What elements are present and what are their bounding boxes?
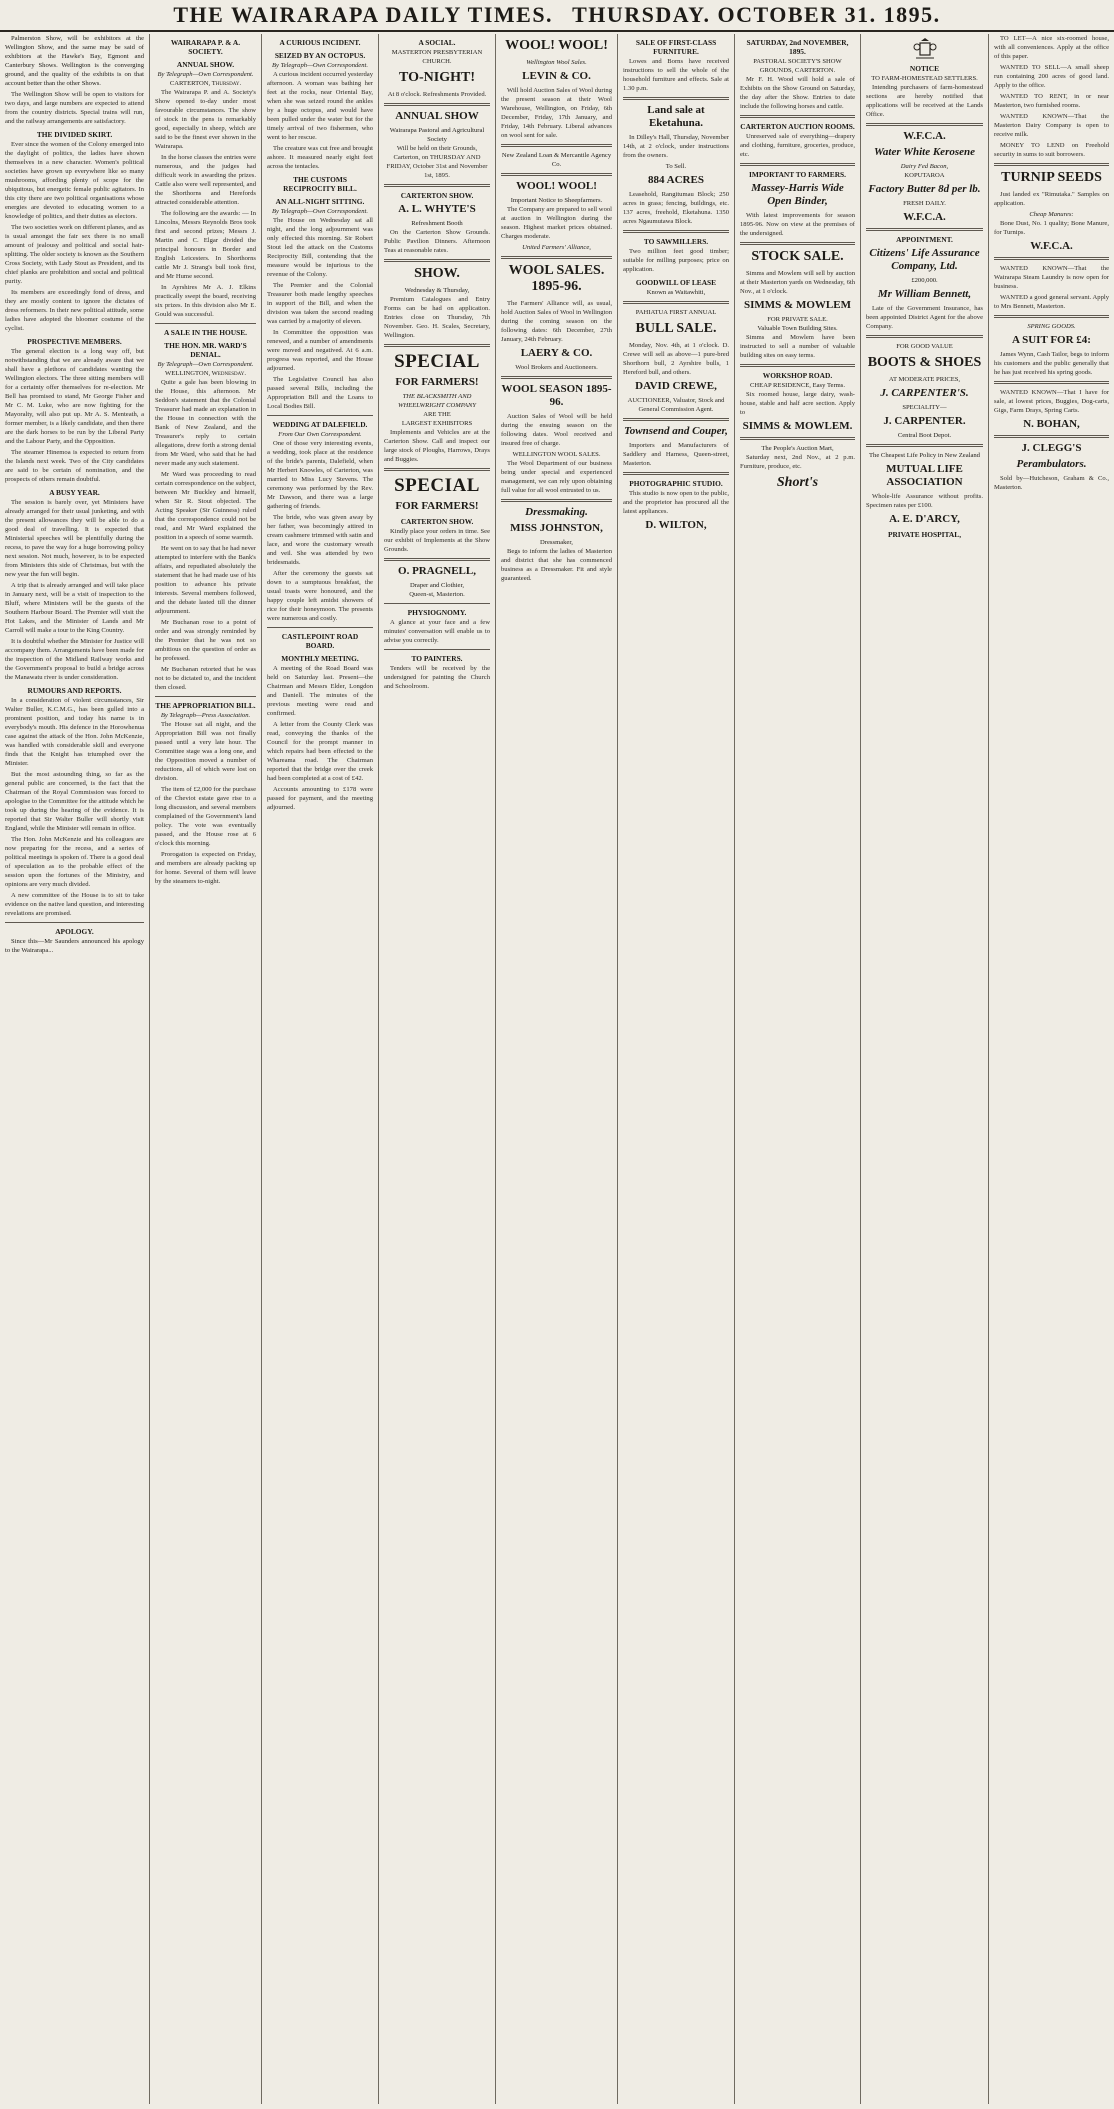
ad-darcy: A. E. D'ARCY,: [889, 513, 960, 525]
ad-blacksmith: THE BLACKSMITH AND WHEELWRIGHT COMPANY: [397, 393, 477, 409]
column-1: Palmerston Show, will be exhibitors at the Wellington Show, and the same may be said of exhibitors at the Hawke's Bay, Egmont and Canterbury Shows. Wellington is the converging ground, and the quality of the exhibits is on that account better than the other Shows. The Wellington Show will be open to visitors for two days, and large numbers are expected to attend from the country districts. Special trains will run, and the railway arrangements are satisfactory. THE DIVIDED SKIRT. Ever since the women of the Colony emerged into the daylight of politics, the ladies have shown themselves in a new character. Women's political societies have grown up everywhere like so many mushrooms, affording plenty of scope for the ubiquitous, but energetic female public agitators. In this city there are two political organisations whose energies are devoted to educating women to a knowledge of politics, and their duties as electors. The two societies work on different planes, and as is usual amongst the fair sex there is no small amount of jealousy and political and social hair-splitting. The older society is known as the Southern Cross Society, with Lady Stout as President, and its chief planks are prohibition and social and political purity. Its members are exceedingly fond of dress, and they are mostly content to ignore the dictates of dress reformers. In their new political attitude, some ladies have adopted the bloomer costume of the cyclist. PROSPECTIVE MEMBERS. The general election is a long way off, but notwithstanding that we are already aware that we shall have a plethora of candidates wanting the Wellington electors. The three sitting members will for a certainty offer themselves for re-election. Mr Bell has promised to stand, Mr George Fisher and Mr C. M. Luke, who are now fighting for the Mayoralty, will also put up. Mr A. S. Menteath, a former member, is a likely candidate, and then there are the dark horses to be run by the Liberal Party and the Labour Party, and the Opposition. The steamer Hinemoa is expected to return from the Islands next week. Two of the City candidates are said to be certain of nomination, and the prospects of others remain doubtful. A BUSY YEAR. The session is barely over, yet Ministers have already arranged for their usual junketing, and with the present allowances they will be able to do a good deal of travelling. It is expected that Ministerial speeches will be plentifully during the recess, to pave the way for a huge borrowing policy next session. Not much, however, is to be expected from Ministers this side of Christmas, but with the new year the fun will begin. A trip that is already arranged and will take place in January next, will be a visit of inspection to the Bluff, where Ministers will be the guests of the Southern Harbour Board. The Premier will visit the Hot Lakes, and the Minister of Lands and Mr Carroll will make a tour to the King Country. It is doubtful whether the Minister for Justice will accompany them. Arrangements have been made for the inspection of the Midland Railway works and the Government's proposal to build a bridge across the Manawatu river is under consideration. RUMOURS AND REPORTS. In a consideration of violent circumstances, Sir Walter Buller, K.C.M.G., has been gulled into a prominent position, and today his name is in everybody's mouth. His defence in the Horowhenua case against the attack of the Hon. John McKenzie, was handled with considerable skill and everyone finds that the Knight has triumphed over the Minister. But the most astounding thing, so far as the general public are concerned, is the fact that the Chairman of the Royal Commission was forced to apologise to the Committee for the attitude which he took up during the hearing of the evidence. It is reported that Sir Walter Buller will shortly visit England, while the Minister will remain in office. The Hon. John McKenzie and his colleagues are now preparing for the recess, and a series of political meetings is spoken of. There is a good deal of speculation as to the probable effect of the session upon the fortunes of the Ministry, and opinions are very much divided. A new committee of the House is to sit to take evidence on the native land question, and interesting revelations are promised. APOLOGY. Since this—Mr Saunders announced his apology to the Wairarapa...: [0, 34, 150, 2104]
heading-divided-skirt: THE DIVIDED SKIRT.: [36, 130, 113, 139]
ad-kerosene: Water White Kerosene: [873, 146, 976, 158]
heading-ward-denial: THE HON. MR. WARD'S DENIAL.: [164, 341, 247, 359]
heading-annual-show: ANNUAL SHOW.: [176, 60, 235, 69]
ad-goodwill: GOODWILL OF LEASE: [635, 278, 717, 287]
ad-workshop-road: WORKSHOP ROAD.: [762, 371, 833, 380]
ad-david-crewe: DAVID CREWE,: [635, 380, 717, 392]
ad-pastoral: PASTORAL SOCIETY'S SHOW GROUNDS, CARTERTON.: [753, 58, 842, 74]
ad-wool: WOOL! WOOL!: [505, 38, 608, 53]
ad-capital: £200,000.: [911, 277, 938, 284]
column-6: SALE OF FIRST-CLASS FURNITURE. Lowes and Borns have received instructions to sell the whole of the household furniture and effects. Sale at 1.30 p.m. Land sale at Eketahuna. In Dilley's Hall, Thursday, November 14th, at 2 o'clock, under instructions from the owners. To Sell. 884 ACRES Leasehold, Rangitumau Block; 250 acres in grass; fencing, buildings, etc. 137 acres, freehold, Eketahuna. 1350 acres Ngaumutawa Block. TO SAWMILLERS. Two million feet good timber; suitable for milling purposes; price on application. GOODWILL OF LEASE Known as Waitawhiti, PAHIATUA FIRST ANNUAL BULL SALE. Monday, Nov. 4th, at 1 o'clock. D. Crewe will sell as above—1 pure-bred Shorthorn bull, 2 Ayrshire bulls, 1 Hereford bull, and others. DAVID CREWE, AUCTIONEER, Valuator, Stock and General Commission Agent. Townsend and Couper, Importers and Manufacturers of Saddlery and Harness, Queen-street, Masterton. PHOTOGRAPHIC STUDIO. This studio is now open to the public, and the proprietor has procured all the latest appliances. D. WILTON,: [618, 34, 735, 2104]
ad-clegg: J. CLEGG'S: [1021, 442, 1082, 454]
ad-important-farmers: IMPORTANT TO FARMERS.: [749, 170, 846, 179]
ad-to-sell: To Sell.: [665, 163, 687, 170]
ad-settlers: TO FARM-HOMESTEAD SETTLERS.: [871, 75, 978, 82]
ad-largest-exhibitors: LARGEST EXHIBITORS: [401, 420, 473, 427]
ad-bohan: N. BOHAN,: [1023, 418, 1080, 430]
ad-perambulators: Perambulators.: [1016, 458, 1087, 470]
ad-dressmaking: Dressmaking.: [525, 506, 588, 518]
ad-carterton-show: CARTERTON SHOW.: [400, 191, 474, 200]
ad-land-sale: Land sale at Eketahuna.: [647, 104, 705, 129]
ad-society: Wairarapa Pastoral and Agricultural Society: [389, 127, 485, 143]
ad-townsend: Townsend and Couper,: [624, 425, 728, 437]
ad-shorts: Short's: [776, 475, 819, 490]
ad-moderate: AT MODERATE PRICES,: [888, 376, 961, 383]
ad-wellington-wool-sales: WELLINGTON WOOL SALES.: [512, 451, 601, 458]
ad-mutual: MUTUAL LIFE ASSOCIATION: [886, 463, 963, 488]
ad-wool-2: WOOL! WOOL!: [516, 180, 597, 192]
ad-pragnell: O. PRAGNELL,: [398, 565, 476, 577]
ad-turnip-seeds: TURNIP SEEDS: [1001, 170, 1102, 185]
ad-wool-sales: Wellington Wool Sales.: [526, 59, 587, 66]
ad-bull-sale: BULL SALE.: [635, 321, 717, 336]
ad-notice: NOTICE: [909, 64, 940, 73]
ad-photographic: PHOTOGRAPHIC STUDIO.: [629, 479, 723, 488]
dateline-2: WELLINGTON, Wednesday.: [165, 370, 246, 377]
ad-wool-sales-1895: WOOL SALES. 1895-96.: [508, 263, 605, 294]
apology-text: Since this—Mr Saunders announced his apology to the Wairarapa...: [5, 938, 144, 954]
lead-paragraph: Palmerston Show, will be exhibitors at the Wellington Show, and the same may be said of exhibitors at the Hawke's Bay, Egmont and Canterbury Shows. Wellington is the converging ground, and the quality of the exhibits is on that account better than the other Shows.: [5, 35, 144, 87]
column-8: NOTICE TO FARM-HOMESTEAD SETTLERS. Intending purchasers of farm-homestead sections are hereby notified that applications will be received at the Lands Office. W.F.C.A. Water White Kerosene Dairy Fed Bacon, KOPUTAROA Factory Butter 8d per lb. FRESH DAILY. W.F.C.A. APPOINTMENT. Citizens' Life Assurance Company, Ltd. £200,000. Mr William Bennett, Late of the Government Insurance, has been appointed District Agent for the above Company. FOR GOOD VALUE BOOTS & SHOES AT MODERATE PRICES, J. CARPENTER'S. SPECIALITY— J. CARPENTER. Central Boot Depot. The Cheapest Life Policy in New Zealand MUTUAL LIFE ASSOCIATION Whole-life Assurance without profits. Specimen rates per £100. A. E. D'ARCY, PRIVATE HOSPITAL,: [861, 34, 989, 2104]
ad-wfca-2: W.F.C.A.: [903, 211, 946, 223]
heading-octopus: SEIZED BY AN OCTOPUS.: [274, 51, 366, 60]
ad-nz-loan: New Zealand Loan & Mercantile Agency Co.: [501, 152, 612, 168]
ad-whyte: A. L. WHYTE'S: [398, 203, 476, 215]
ad-special: SPECIAL: [394, 351, 480, 372]
ad-peoples-mart: The People's Auction Mart,: [761, 445, 834, 452]
ad-simms-mowlem: SIMMS & MOWLEM.: [742, 420, 853, 432]
ad-pahiatua-first: PAHIATUA FIRST ANNUAL: [635, 309, 717, 316]
ad-painters: TO PAINTERS.: [411, 654, 463, 663]
ad-refreshment: Refreshment Booth: [411, 220, 463, 227]
ad-wool-season: WOOL SEASON 1895-96.: [501, 383, 612, 408]
ad-bacon: Dairy Fed Bacon,: [900, 163, 949, 170]
ad-appointment: APPOINTMENT.: [896, 235, 953, 244]
ad-church: MASTERTON PRESBYTERIAN CHURCH.: [391, 49, 483, 65]
ad-private-hospital: PRIVATE HOSPITAL,: [887, 530, 962, 539]
issue-date: THURSDAY. OCTOBER 31. 1895.: [572, 2, 941, 27]
ad-farmers-alliance: United Farmers' Alliance,: [522, 244, 591, 251]
ad-johnston: MISS JOHNSTON,: [510, 522, 603, 534]
heading-all-night: AN ALL-NIGHT SITTING.: [275, 197, 365, 206]
dateline: CARTERTON, Thursday.: [169, 80, 242, 87]
ad-show: SHOW.: [414, 266, 460, 281]
ad-cheap-residence: CHEAP RESIDENCE, Easy Terms.: [750, 382, 845, 389]
ad-carterton-auction: CARTERTON AUCTION ROOMS.: [740, 122, 855, 131]
ad-valuable-sites: Valuable Town Building Sites.: [757, 325, 838, 332]
ad-social-heading: A SOCIAL.: [418, 38, 456, 47]
heading-sale-house: A SALE IN THE HOUSE.: [163, 328, 248, 337]
ad-wfca: W.F.C.A.: [903, 130, 946, 142]
ad-butter: Factory Butter 8d per lb.: [868, 183, 981, 195]
column-4: A SOCIAL. MASTERTON PRESBYTERIAN CHURCH. TO-NIGHT! At 8 o'clock. Refreshments Provided. ANNUAL SHOW Wairarapa Pastoral and Agricultural Society Will be held on their Grounds, Carterton, on THURSDAY AND FRIDAY, October 31st and November 1st, 1895. CARTERTON SHOW. A. L. WHYTE'S Refreshment Booth On the Carterton Show Grounds. Public Pavilion Dinners. Afternoon Teas at reasonable rates. SHOW. Wednesday & Thursday, Premium Catalogues and Entry Forms can be had on application. Entries close on Thursday, 7th November. Geo. H. Scales, Secretary, Wellington. SPECIAL FOR FARMERS! THE BLACKSMITH AND WHEELWRIGHT COMPANY ARE THE LARGEST EXHIBITORS Implements and Vehicles are at the Carterton Show. Call and inspect our large stock of Ploughs, Harrows, Drays and Buggies. SPECIAL FOR FARMERS! CARTERTON SHOW. Kindly place your orders in time. See our exhibit of Implements at the Show Grounds. O. PRAGNELL, Draper and Clothier, Queen-st, Masterton. PHYSIOGNOMY. A glance at your face and a few minutes' conversation will enable us to advise you correctly. TO PAINTERS. Tenders will be received by the undersigned for painting the Church and Schoolroom.: [379, 34, 496, 2104]
ad-dressmaker: Dressmaker,: [540, 539, 573, 546]
column-9: TO LET—A nice six-roomed house, with all conveniences. Apply at the office of this paper. WANTED TO SELL—A small sheep run containing 200 acres of good land. Apply to the office. WANTED TO RENT, in or near Masterton, two furnished rooms. WANTED KNOWN—That the Masterton Dairy Company is open to receive milk. MONEY TO LEND on Freehold security in sums to suit borrowers. TURNIP SEEDS Just landed ex "Rimutaka." Samples on application. Cheap Manures: Bone Dust, No. 1 quality; Bone Manure, for Turnips. W.F.C.A. WANTED KNOWN—That the Wairarapa Steam Laundry is now open for business. WANTED a good general servant. Apply to Mrs Bennett, Masterton. SPRING GOODS. A SUIT FOR £4: James Wynn, Cash Tailor, begs to inform his customers and the public generally that he has just received his spring goods. WANTED KNOWN—That I have for sale, at lowest prices, Buggies, Dog-carts, Gigs, Farm Drays, Spring Carts. N. BOHAN, J. CLEGG'S Perambulators. Sold by—Hutcheson, Graham & Co., Masterton.: [994, 35, 1109, 491]
ad-draper: Draper and Clothier,: [409, 582, 465, 589]
ad-cheap-manures: Cheap Manures:: [1029, 211, 1074, 218]
column-5: WOOL! WOOL! Wellington Wool Sales. LEVIN & CO. Will hold Auction Sales of Wool during the present season at their Wool Warehouse, Wellington, on Friday, 6th December, Friday, 17th January, and Friday, 14th February. Liberal advances on wool sent for sale. New Zealand Loan & Mercantile Agency Co. WOOL! WOOL! Important Notice to Sheepfarmers. The Company are prepared to sell wool at auction in Wellington during the season. Highest market prices obtained. Charges moderate. United Farmers' Alliance, WOOL SALES. 1895-96. The Farmers' Alliance will, as usual, hold Auction Sales of Wool in Wellington during the coming season on the following dates: 6th December, 27th January, 24th February. LAERY & CO. Wool Brokers and Auctioneers. WOOL SEASON 1895-96. Auction Sales of Wool will be held during the ensuing season on the following dates. Wool received and insured free of charge. WELLINGTON WOOL SALES. The Wool Department of our business being under special and experienced management, we can rely upon obtaining full value for all wool entrusted to us. Dressmaking. MISS JOHNSTON, Dressmaker, Begs to inform the ladies of Masterton and district that she has commenced business as a Dressmaker. Fit and style guaranteed.: [496, 34, 618, 2104]
heading-apology: APOLOGY.: [55, 927, 94, 936]
heading-wedding: WEDDING AT DALEFIELD.: [272, 420, 368, 429]
ad-for-farmers: FOR FARMERS!: [395, 376, 479, 388]
ad-koputaroa: KOPUTAROA: [904, 172, 945, 179]
ad-suit: A SUIT FOR £4:: [1012, 334, 1091, 346]
ad-carpenter-2: J. CARPENTER.: [883, 415, 966, 427]
ad-citizens: Citizens' Life Assurance Company, Ltd.: [869, 247, 980, 272]
telegraph-line: By Telegraph—Own Correspondent.: [157, 71, 254, 78]
ad-levin: LEVIN & CO.: [522, 70, 591, 82]
heading-appropriation: THE APPROPRIATION BILL.: [155, 701, 256, 710]
columns: [0, 34, 1114, 2104]
heading-curious-incident: A CURIOUS INCIDENT.: [279, 38, 361, 47]
heading-prospective-members: PROSPECTIVE MEMBERS.: [27, 337, 122, 346]
ad-wfca-9: W.F.C.A.: [1030, 240, 1073, 252]
ad-central-boot: Central Boot Depot.: [897, 432, 952, 439]
royal-crest-icon: [912, 38, 938, 60]
ad-physiognomy: PHYSIOGNOMY.: [407, 608, 467, 617]
ad-important-notice: Important Notice to Sheepfarmers.: [510, 197, 603, 204]
ad-private-sale: FOR PRIVATE SALE.: [767, 316, 828, 323]
ad-carpenters: J. CARPENTER'S.: [880, 387, 969, 399]
telegraph-line-2: By Telegraph—Press Association.: [160, 712, 251, 719]
masthead-title: [167, 2, 946, 28]
ad-waitawhiti: Known as Waitawhiti,: [646, 289, 706, 296]
ad-tonight: TO-NIGHT!: [399, 70, 475, 85]
ad-884-acres: 884 ACRES: [648, 174, 704, 186]
heading-monthly-meeting: MONTHLY MEETING.: [281, 654, 359, 663]
heading-castlepoint: CASTLEPOINT ROAD BOARD.: [281, 632, 359, 650]
ad-cheapest: The Cheapest Life Policy in New Zealand: [869, 452, 980, 459]
ad-annual-show: ANNUAL SHOW: [395, 110, 479, 122]
ad-laery: LAERY & CO.: [520, 347, 593, 359]
ad-speciality: SPECIALITY—: [902, 404, 947, 411]
ad-simms: SIMMS & MOWLEM: [744, 299, 851, 311]
column-3: A CURIOUS INCIDENT. SEIZED BY AN OCTOPUS. By Telegraph—Own Correspondent. A curious incident occurred yesterday afternoon. A woman was bathing her feet at the rocks, near Oriental Bay, when she was seized round the ankles by a huge octopus, and would have been pulled under the water but for the timely arrival of two fishermen, who went to her rescue. The creature was cut free and brought ashore. It measured nearly eight feet across the tentacles. THE CUSTOMS RECIPROCITY BILL. AN ALL-NIGHT SITTING. By Telegraph—Own Correspondent. The House on Wednesday sat all night, and the long adjournment was only effected this morning. Sir Robert Stout led the attack on the Customs Reciprocity Bill, contending that the measure would be injurious to the revenue of the Colony. The Premier and the Colonial Treasurer both made lengthy speeches in support of the Bill, and when the division was taken the second reading was carried by a majority of eleven. In Committee the opposition was renewed, and a number of amendments were moved and negatived. At 6 a.m. progress was reported, and the House adjourned. The Legislative Council has also passed several Bills, including the Appropriation Bill and the Loans to Local Bodies Bill. WEDDING AT DALEFIELD. From Our Own Correspondent. One of those very interesting events, a wedding, took place at the residence of the bride's parents, Dalefield, when Mr Herbert Knowles, of Carterton, was married to Miss Lucy Stevens. The ceremony was performed by the Rev. Mr Dawson, and there was a large gathering of friends. The bride, who was given away by her father, was becomingly attired in cream cashmere trimmed with satin and lace, and wore the customary wreath and veil. She was attended by two bridesmaids. After the ceremony the guests sat down to a sumptuous breakfast, the usual toasts were honoured, and the happy couple left amidst showers of rice for their honeymoon. The presents were numerous and costly. CASTLEPOINT ROAD BOARD. MONTHLY MEETING. A meeting of the Road Board was held on Saturday last. Present—the Chairman and Messrs Elder, Longdon and Daniell. The minutes of the previous meeting were read and confirmed. A letter from the County Clerk was read, conveying the thanks of the Council for the prompt manner in which repairs had been effected to the Whareama road. The Chairman reported that the bridge over the creek had been completed at a cost of £42. Accounts amounting to £178 were passed for payment, and the meeting adjourned.: [262, 34, 379, 2104]
ad-sale-furniture: SALE OF FIRST-CLASS FURNITURE.: [635, 38, 717, 56]
ad-stock-sale: STOCK SALE.: [751, 249, 844, 264]
column-2: WAIRARAPA P. & A. SOCIETY. ANNUAL SHOW. By Telegraph—Own Correspondent. CARTERTON, Thursday. The Wairarapa P. and A. Society's Show opened to-day under most favourable circumstances. The show of stock in the pens is remarkably good, especially in sheep, which are said to be the finest ever shown in the Wairarapa. In the horse classes the entries were numerous, and the judges had difficult work in awarding the prizes. Cattle also were well represented, and the Shorthorns and Herefords attracted considerable attention. The following are the awards: — In Lincolns, Messrs Reynolds Bros took first and second prizes; Messrs J. Martin and C. Elgar divided the principal honours in Border and English Leicesters. In Shorthorns cattle Mr J. Strang's bull took first, and Mr Hume second. In Ayrshires Mr A. J. Elkins practically swept the board, receiving six prizes. In this division also Mr E. Gould was successful. A SALE IN THE HOUSE. THE HON. MR. WARD'S DENIAL. By Telegraph—Own Correspondent. WELLINGTON, Wednesday. Quite a gale has been blowing in the House, this afternoon. Mr Seddon's statement that the Colonial Treasurer had made an explanation in the House in connection with the Bank of New Zealand, and the Treasurer's reply to certain allegations, drew forth a strong denial from Mr Ward, who said that he had never made any such statement. Mr Ward was proceeding to read certain correspondence on the subject, between Mr Buckley and himself, when Sir R. Stout objected. The Acting Speaker (Sir Guinness) ruled that the correspondence could not be read, and Mr Ward explained the position in a speech of some warmth. He went on to say that he had never attempted to interfere with the Bank's affairs, and repudiated absolutely the statement that he had made use of his position to advance his private interests. Several members followed, and the debate lasted till the dinner adjournment. Mr Buchanan rose to a point of order and was strongly reminded by the Premier that he was not so ambitious on the question of order as he professed. Mr Buchanan retorted that he was not to be dictated to, and the incident then closed. THE APPROPRIATION BILL. By Telegraph—Press Association. The House sat all night, and the Appropriation Bill was not finally passed until a very late hour. The Committee stage was a long one, and the Opposition moved a number of reductions, all of which were lost on division. The item of £2,000 for the purchase of the Cheviot estate gave rise to a long discussion, and several members complained of the Government's land policy. The vote was eventually passed, and the House rose at 6 o'clock this morning. Prorogation is expected on Friday, and members are already packing up for home. Several of them will leave by the steamers to-night.: [150, 34, 262, 2104]
ad-fresh-daily: FRESH DAILY.: [903, 200, 946, 207]
column-7: SATURDAY, 2nd NOVEMBER, 1895. PASTORAL SOCIETY'S SHOW GROUNDS, CARTERTON. Mr F. H. Wood will hold a sale of Exhibits on the Show Ground on Saturday, the day after the Show. Entries to date include the following horses and cattle. CARTERTON AUCTION ROOMS. Unreserved sale of everything—drapery and clothing, furniture, groceries, produce, etc. IMPORTANT TO FARMERS. Massey-Harris Wide Open Binder, With latest improvements for season 1895-96. Now on view at the premises of the undersigned. STOCK SALE. Simms and Mowlem will sell by auction at their Masterton yards on Wednesday, 6th Nov., at 1 o'clock. SIMMS & MOWLEM FOR PRIVATE SALE. Valuable Town Building Sites. Simms and Mowlem have been instructed to sell a number of valuable building sites on easy terms. WORKSHOP ROAD. CHEAP RESIDENCE, Easy Terms. Six roomed house, large dairy, wash-house, stable and half acre section. Apply to SIMMS & MOWLEM. The People's Auction Mart, Saturday next, 2nd Nov., at 2 p.m. Furniture, produce, etc. Short's: [735, 34, 861, 2104]
ad-sawmillers: TO SAWMILLERS.: [643, 237, 709, 246]
ad-boots: BOOTS & SHOES: [867, 355, 982, 370]
heading-busy-year: A BUSY YEAR.: [49, 488, 100, 497]
heading-rumours: RUMOURS AND REPORTS.: [27, 686, 122, 695]
ad-saturday: SATURDAY, 2nd NOVEMBER, 1895.: [746, 38, 849, 56]
paper-name: THE WAIRARAPA DAILY TIMES.: [173, 2, 554, 27]
ad-bennett: Mr William Bennett,: [877, 288, 972, 300]
heading-customs-bill: THE CUSTOMS RECIPROCITY BILL.: [283, 175, 357, 193]
ad-spring-goods: SPRING GOODS.: [1027, 323, 1076, 330]
heading-society: WAIRARAPA P. & A. SOCIETY.: [170, 38, 241, 56]
ad-wilton: D. WILTON,: [645, 519, 707, 531]
ad-massey-harris: Massey-Harris Wide Open Binder,: [751, 182, 844, 207]
masthead: [0, 0, 1114, 32]
ad-dates: Wednesday & Thursday,: [404, 287, 470, 294]
